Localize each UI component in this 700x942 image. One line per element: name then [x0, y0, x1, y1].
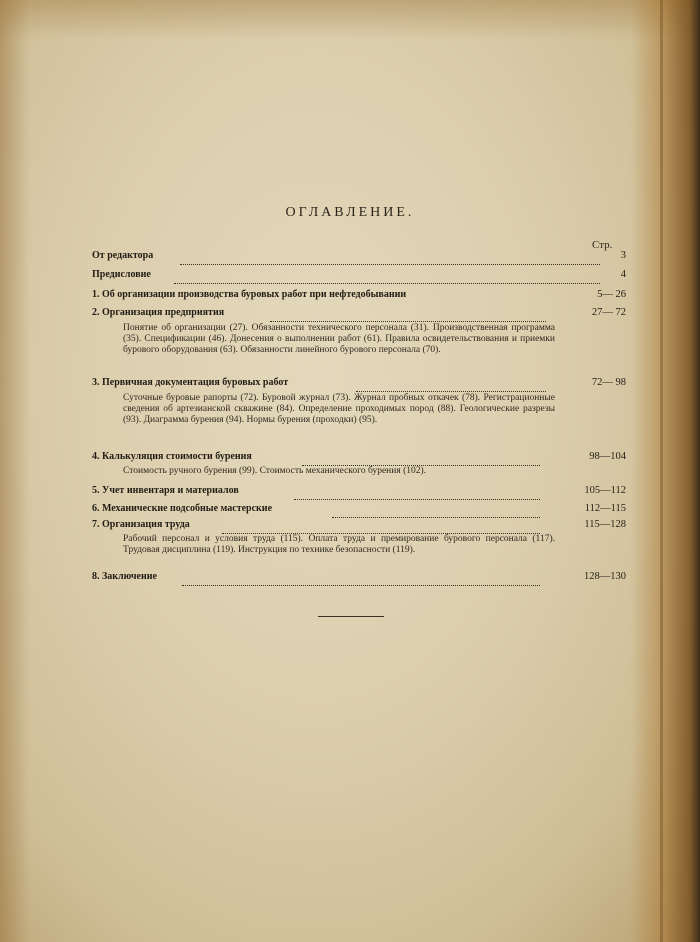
toc-entry-page: 72— 98	[591, 377, 626, 388]
leader-dots	[180, 250, 600, 265]
leader-dots	[174, 269, 600, 284]
toc-entry-page: 3	[620, 250, 626, 261]
toc-entry-label: 1. Об организации производства буровых работ при нефтедобывании	[92, 289, 407, 300]
toc-entry	[92, 485, 626, 500]
toc-entry-page: 98—104	[589, 451, 626, 462]
toc-entry-subtext: Понятие об организации (27). Обязанности технического персонала (31). Производственная программа (35). Спецификации (46). Донесения о выполнении работ (61). Правила освидетельствования и приемки бурового оборудования (63). Обязанности линейного бурового персонала (70).	[123, 323, 555, 355]
leader-dots	[182, 571, 540, 586]
toc-entry-page: 112—115	[584, 503, 626, 514]
toc-entry-label: 7. Организация труда	[92, 519, 190, 530]
toc-entry-label: 5. Учет инвентаря и материалов	[92, 485, 239, 496]
toc-entry	[92, 503, 626, 518]
toc-entry-page: 115—128	[584, 519, 626, 530]
toc-title: ОГЛАВЛЕНИЕ.	[285, 205, 415, 220]
toc-entry	[92, 519, 626, 534]
page-stain-top	[0, 0, 700, 40]
toc-entry-label: Предисловие	[92, 269, 151, 280]
toc-entry-page: 105—112	[584, 485, 626, 496]
toc-entry	[92, 269, 626, 284]
toc-entry-subtext: Стоимость ручного бурения (99). Стоимость механического бурения (102).	[123, 466, 427, 476]
page-stain-right	[630, 0, 700, 942]
toc-entry-label: 4. Калькуляция стоимости бурения	[92, 451, 252, 462]
closing-rule	[318, 616, 384, 617]
toc-entry-subtext: Суточные буровые рапорты (72). Буровой журнал (73). Журнал пробных откачек (78). Регистрационные сведения об артезианской скважине (84). Определение проходимых пород (88). Геологические разрезы (93). Диаграмма бурения (94). Нормы бурения (проходки) (95).	[123, 393, 555, 425]
page-stain-left	[0, 0, 30, 942]
toc-entry	[92, 571, 626, 586]
toc-entry-page: 128—130	[584, 571, 626, 582]
leader-dots	[294, 485, 540, 500]
toc-entry	[92, 250, 626, 265]
toc-entry-label: 3. Первичная документация буровых работ	[92, 377, 289, 388]
leader-dots	[222, 519, 540, 534]
page-fold-line	[660, 0, 663, 942]
page-column-header: Стр.	[592, 239, 613, 251]
leader-dots	[270, 307, 546, 322]
toc-entry-page: 27— 72	[591, 307, 626, 318]
toc-entry-label: От редактора	[92, 250, 154, 261]
leader-dots	[356, 377, 546, 392]
toc-entry	[92, 377, 626, 392]
toc-entry	[92, 307, 626, 322]
toc-entry-page: 4	[620, 269, 626, 280]
toc-entry	[92, 451, 626, 466]
toc-entry-label: 2. Организация предприятия	[92, 307, 225, 318]
toc-entry-label: 6. Механические подсобные мастерские	[92, 503, 273, 514]
toc-entry-subtext: Рабочий персонал и условия труда (115). Оплата труда и премирование бурового персонала (117). Трудовая дисциплина (119). Инструкция по технике безопасности (119).	[123, 534, 555, 555]
toc-entry	[92, 289, 626, 304]
toc-entry-page: 5— 26	[597, 289, 626, 300]
leader-dots	[332, 503, 540, 518]
toc-entry-label: 8. Заключение	[92, 571, 157, 582]
leader-dots	[302, 451, 540, 466]
